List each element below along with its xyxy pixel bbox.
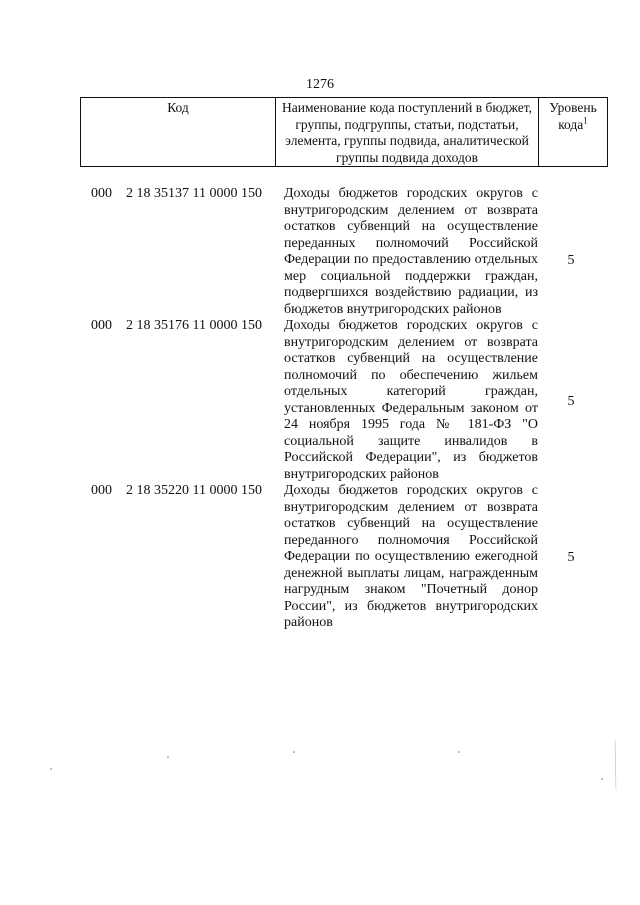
speck [458, 751, 460, 753]
row-code: 2 18 35176 11 0000 150 [126, 318, 262, 333]
header-row [81, 98, 608, 167]
scan-streak [615, 740, 616, 790]
speck [601, 778, 603, 780]
row-level: 5 [567, 253, 575, 268]
table-row [0, 318, 640, 483]
speck [293, 751, 295, 753]
row-prefix: 000 [91, 483, 112, 498]
row-level: 5 [567, 550, 575, 565]
row-code: 2 18 35220 11 0000 150 [126, 483, 262, 498]
header-level [539, 98, 608, 167]
table-row [0, 483, 640, 632]
row-name: Доходы бюджетов городских округов с внутригородским делением от возврата остатков субвенций на осуществление переданных полномочий Российской Федерации по предоставлению отдельных мер социальной поддержки граждан, подвергшихся воздействию радиации, из бюджетов внутригородских районов [284, 186, 538, 317]
row-prefix: 000 [91, 186, 112, 201]
header-level-footnote: 1 [583, 115, 588, 125]
page-number: 1276 [306, 77, 334, 92]
row-name: Доходы бюджетов городских округов с внутригородским делением от возврата остатков субвенций на осуществление полномочий по обеспечению жильем отдельных категорий граждан, установленных Федеральным законом от 24 ноября 1995 года № 181-ФЗ "О социальной защите инвалидов в Российской Федерации", из бюджетов внутригородских районов [284, 318, 538, 482]
table-row [0, 186, 640, 318]
income-code-list [0, 186, 640, 632]
row-name: Доходы бюджетов городских округов с внутригородским делением от возврата остатков субвенций на осуществление переданного полномочия Российской Федерации по осуществлению ежегодной денежной выплаты лицам, награжденным нагрудным знаком "Почетный донор России", из бюджетов внутригородских районов [284, 483, 538, 630]
header-level-label: Уровень кода [549, 100, 597, 132]
row-level: 5 [567, 394, 575, 409]
header-code: Код [81, 98, 276, 167]
row-code: 2 18 35137 11 0000 150 [126, 186, 262, 201]
row-prefix: 000 [91, 318, 112, 333]
speck [50, 768, 52, 770]
speck [167, 756, 169, 758]
header-name: Наименование кода поступлений в бюджет, группы, подгруппы, статьи, подстатьи, элемента, группы подвида, аналитической группы подвида доходов [276, 98, 539, 167]
header-table [80, 97, 608, 167]
